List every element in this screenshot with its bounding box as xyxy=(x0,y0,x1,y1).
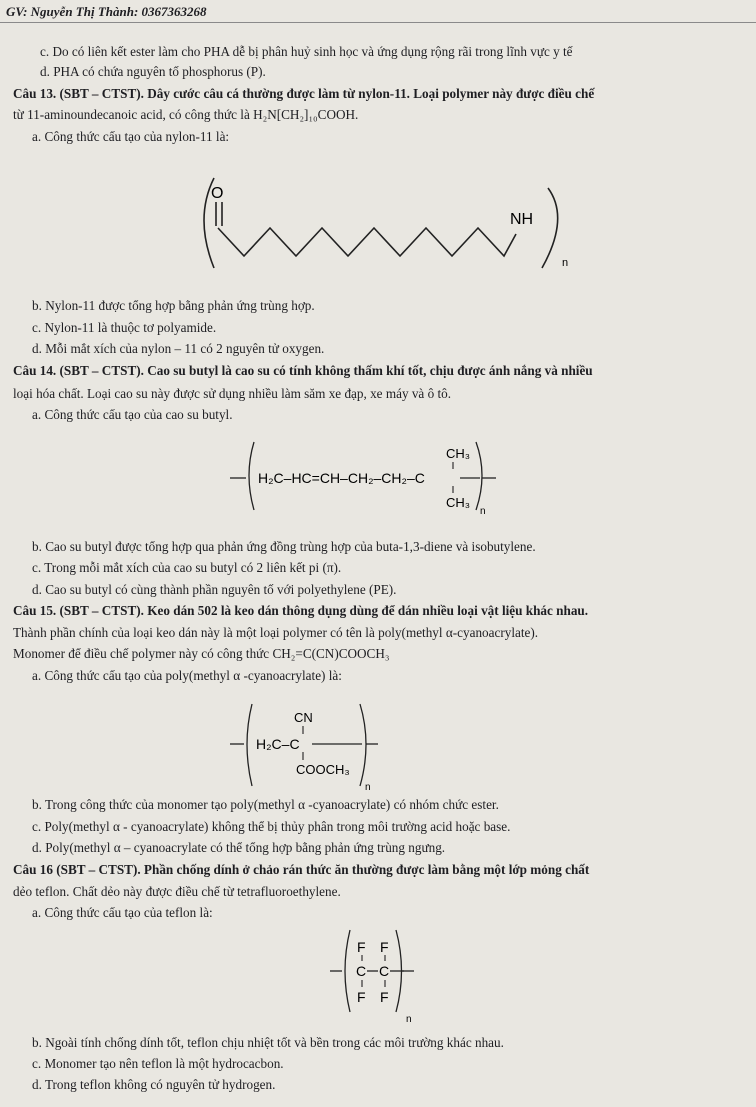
fluorine-top-right: F xyxy=(380,939,389,955)
q15-option-b: b. Trong công thức của monomer tạo poly(methyl α -cyanoacrylate) có nhóm chức ester. xyxy=(32,797,499,812)
q15-option-a: a. Công thức cấu tạo của poly(methyl α -cyanoacrylate) là: xyxy=(32,668,342,683)
teacher-header: GV: Nguyễn Thị Thành: 0367363268 xyxy=(6,4,207,19)
q14-option-b: b. Cao su butyl được tổng hợp qua phản ứng đồng trùng hợp của buta-1,3-diene và isobutylene. xyxy=(32,539,536,554)
carbon-left: C xyxy=(356,963,367,979)
oxygen-label: O xyxy=(211,185,224,202)
butyl-svg xyxy=(220,430,540,520)
cyano-left-paren xyxy=(247,704,252,786)
q14-option-c: c. Trong mỗi mắt xích của cao su butyl có 2 liên kết pi (π). xyxy=(32,560,342,575)
q13-text: từ 11-aminoundecanoic acid, có công thức là H₂N[CH₂]₁₀COOH. xyxy=(13,107,359,122)
q13-title: Câu 13. (SBT – CTST). Dây cước câu cá thường được làm từ nylon-11. Loại polymer này được điều chế xyxy=(13,86,595,101)
q15-option-d: d. Poly(methyl α – cyanoacrylate có thể tổng hợp bằng phản ứng trùng ngưng. xyxy=(32,840,446,855)
q15-option-c: c. Poly(methyl α - cyanoacrylate) không thể bị thủy phân trong môi trường acid hoặc base. xyxy=(32,819,511,834)
butyl-top-methyl: CH₃ xyxy=(446,446,471,461)
cyano-top-group: CN xyxy=(294,710,313,725)
q12-option-d: d. PHA có chứa nguyên tố phosphorus (P). xyxy=(40,64,266,79)
nylon-right-paren xyxy=(542,188,558,268)
nylon11-structure xyxy=(180,168,580,283)
cyano-chain: H₂C–C xyxy=(256,736,300,752)
cyano-repeat-n: n xyxy=(365,782,371,793)
fluorine-top-left: F xyxy=(357,939,366,955)
cyano-right-paren xyxy=(360,704,366,786)
q15-text-1: Thành phần chính của loại keo dán này là một loại polymer có tên là poly(methyl α-cyanoacrylate). xyxy=(13,625,539,640)
q16-option-c: c. Monomer tạo nên teflon là một hydrocacbon. xyxy=(32,1056,284,1071)
q16-option-d: d. Trong teflon không có nguyên tử hydrogen. xyxy=(32,1077,276,1092)
q13-option-b: b. Nylon-11 được tổng hợp bằng phản ứng trùng hợp. xyxy=(32,298,315,313)
nylon11-svg xyxy=(180,168,580,278)
header-rule xyxy=(0,22,756,23)
q14-title: Câu 14. (SBT – CTST). Cao su butyl là cao su có tính không thấm khí tốt, chịu được ánh nắng và nhiều xyxy=(13,363,593,378)
cyano-bottom-group: COOCH₃ xyxy=(296,762,350,777)
nh-label: NH xyxy=(510,211,534,228)
q16-title: Câu 16 (SBT – CTST). Phần chống dính ở chảo rán thức ăn thường được làm bằng một lớp mỏng chất xyxy=(13,862,590,877)
fluorine-bottom-right: F xyxy=(380,989,389,1005)
teflon-svg xyxy=(330,924,450,1024)
q15-title: Câu 15. (SBT – CTST). Keo dán 502 là keo dán thông dụng dùng để dán nhiều loại vật liệu khác nhau. xyxy=(13,603,589,618)
q14-text: loại hóa chất. Loại cao su này được sử dụng nhiều làm săm xe đạp, xe máy và ô tô. xyxy=(13,386,452,401)
q14-option-a: a. Công thức cấu tạo của cao su butyl. xyxy=(32,407,233,422)
q15-text-2: Monomer để điều chế polymer này có công thức CH₂=C(CN)COOCH₃ xyxy=(13,646,390,661)
nylon-repeat-n: n xyxy=(562,257,569,269)
teflon-structure xyxy=(330,924,450,1029)
nylon-zigzag-chain xyxy=(218,228,516,256)
q12-option-c: c. Do có liên kết ester làm cho PHA dễ bị phân huỷ sinh học và ứng dụng rộng rãi trong lĩnh vực y tế xyxy=(40,44,573,59)
butyl-left-paren xyxy=(249,442,254,510)
q13-option-c: c. Nylon-11 là thuộc tơ polyamide. xyxy=(32,320,217,335)
carbon-right: C xyxy=(379,963,390,979)
butyl-structure xyxy=(220,430,540,525)
teflon-left-paren xyxy=(345,930,350,1012)
q13-option-d: d. Mỗi mắt xích của nylon – 11 có 2 nguyên tử oxygen. xyxy=(32,341,325,356)
butyl-chain: H₂C–HC=CH–CH₂–CH₂–C xyxy=(258,470,425,486)
butyl-right-paren xyxy=(476,442,482,510)
q16-option-a: a. Công thức cấu tạo của teflon là: xyxy=(32,905,213,920)
cyanoacrylate-svg xyxy=(230,694,430,794)
teflon-repeat-n: n xyxy=(406,1014,412,1025)
q16-option-b: b. Ngoài tính chống dính tốt, teflon chịu nhiệt tốt và bền trong các môi trường khác nhau. xyxy=(32,1035,504,1050)
butyl-repeat-n: n xyxy=(480,506,486,517)
fluorine-bottom-left: F xyxy=(357,989,366,1005)
cyanoacrylate-structure xyxy=(230,694,430,799)
q14-option-d: d. Cao su butyl có cùng thành phần nguyên tố với polyethylene (PE). xyxy=(32,582,397,597)
q13-option-a: a. Công thức cấu tạo của nylon-11 là: xyxy=(32,129,230,144)
q16-text: dẻo teflon. Chất dẻo này được điều chế từ tetrafluoroethylene. xyxy=(13,884,341,899)
butyl-bottom-methyl: CH₃ xyxy=(446,495,471,510)
